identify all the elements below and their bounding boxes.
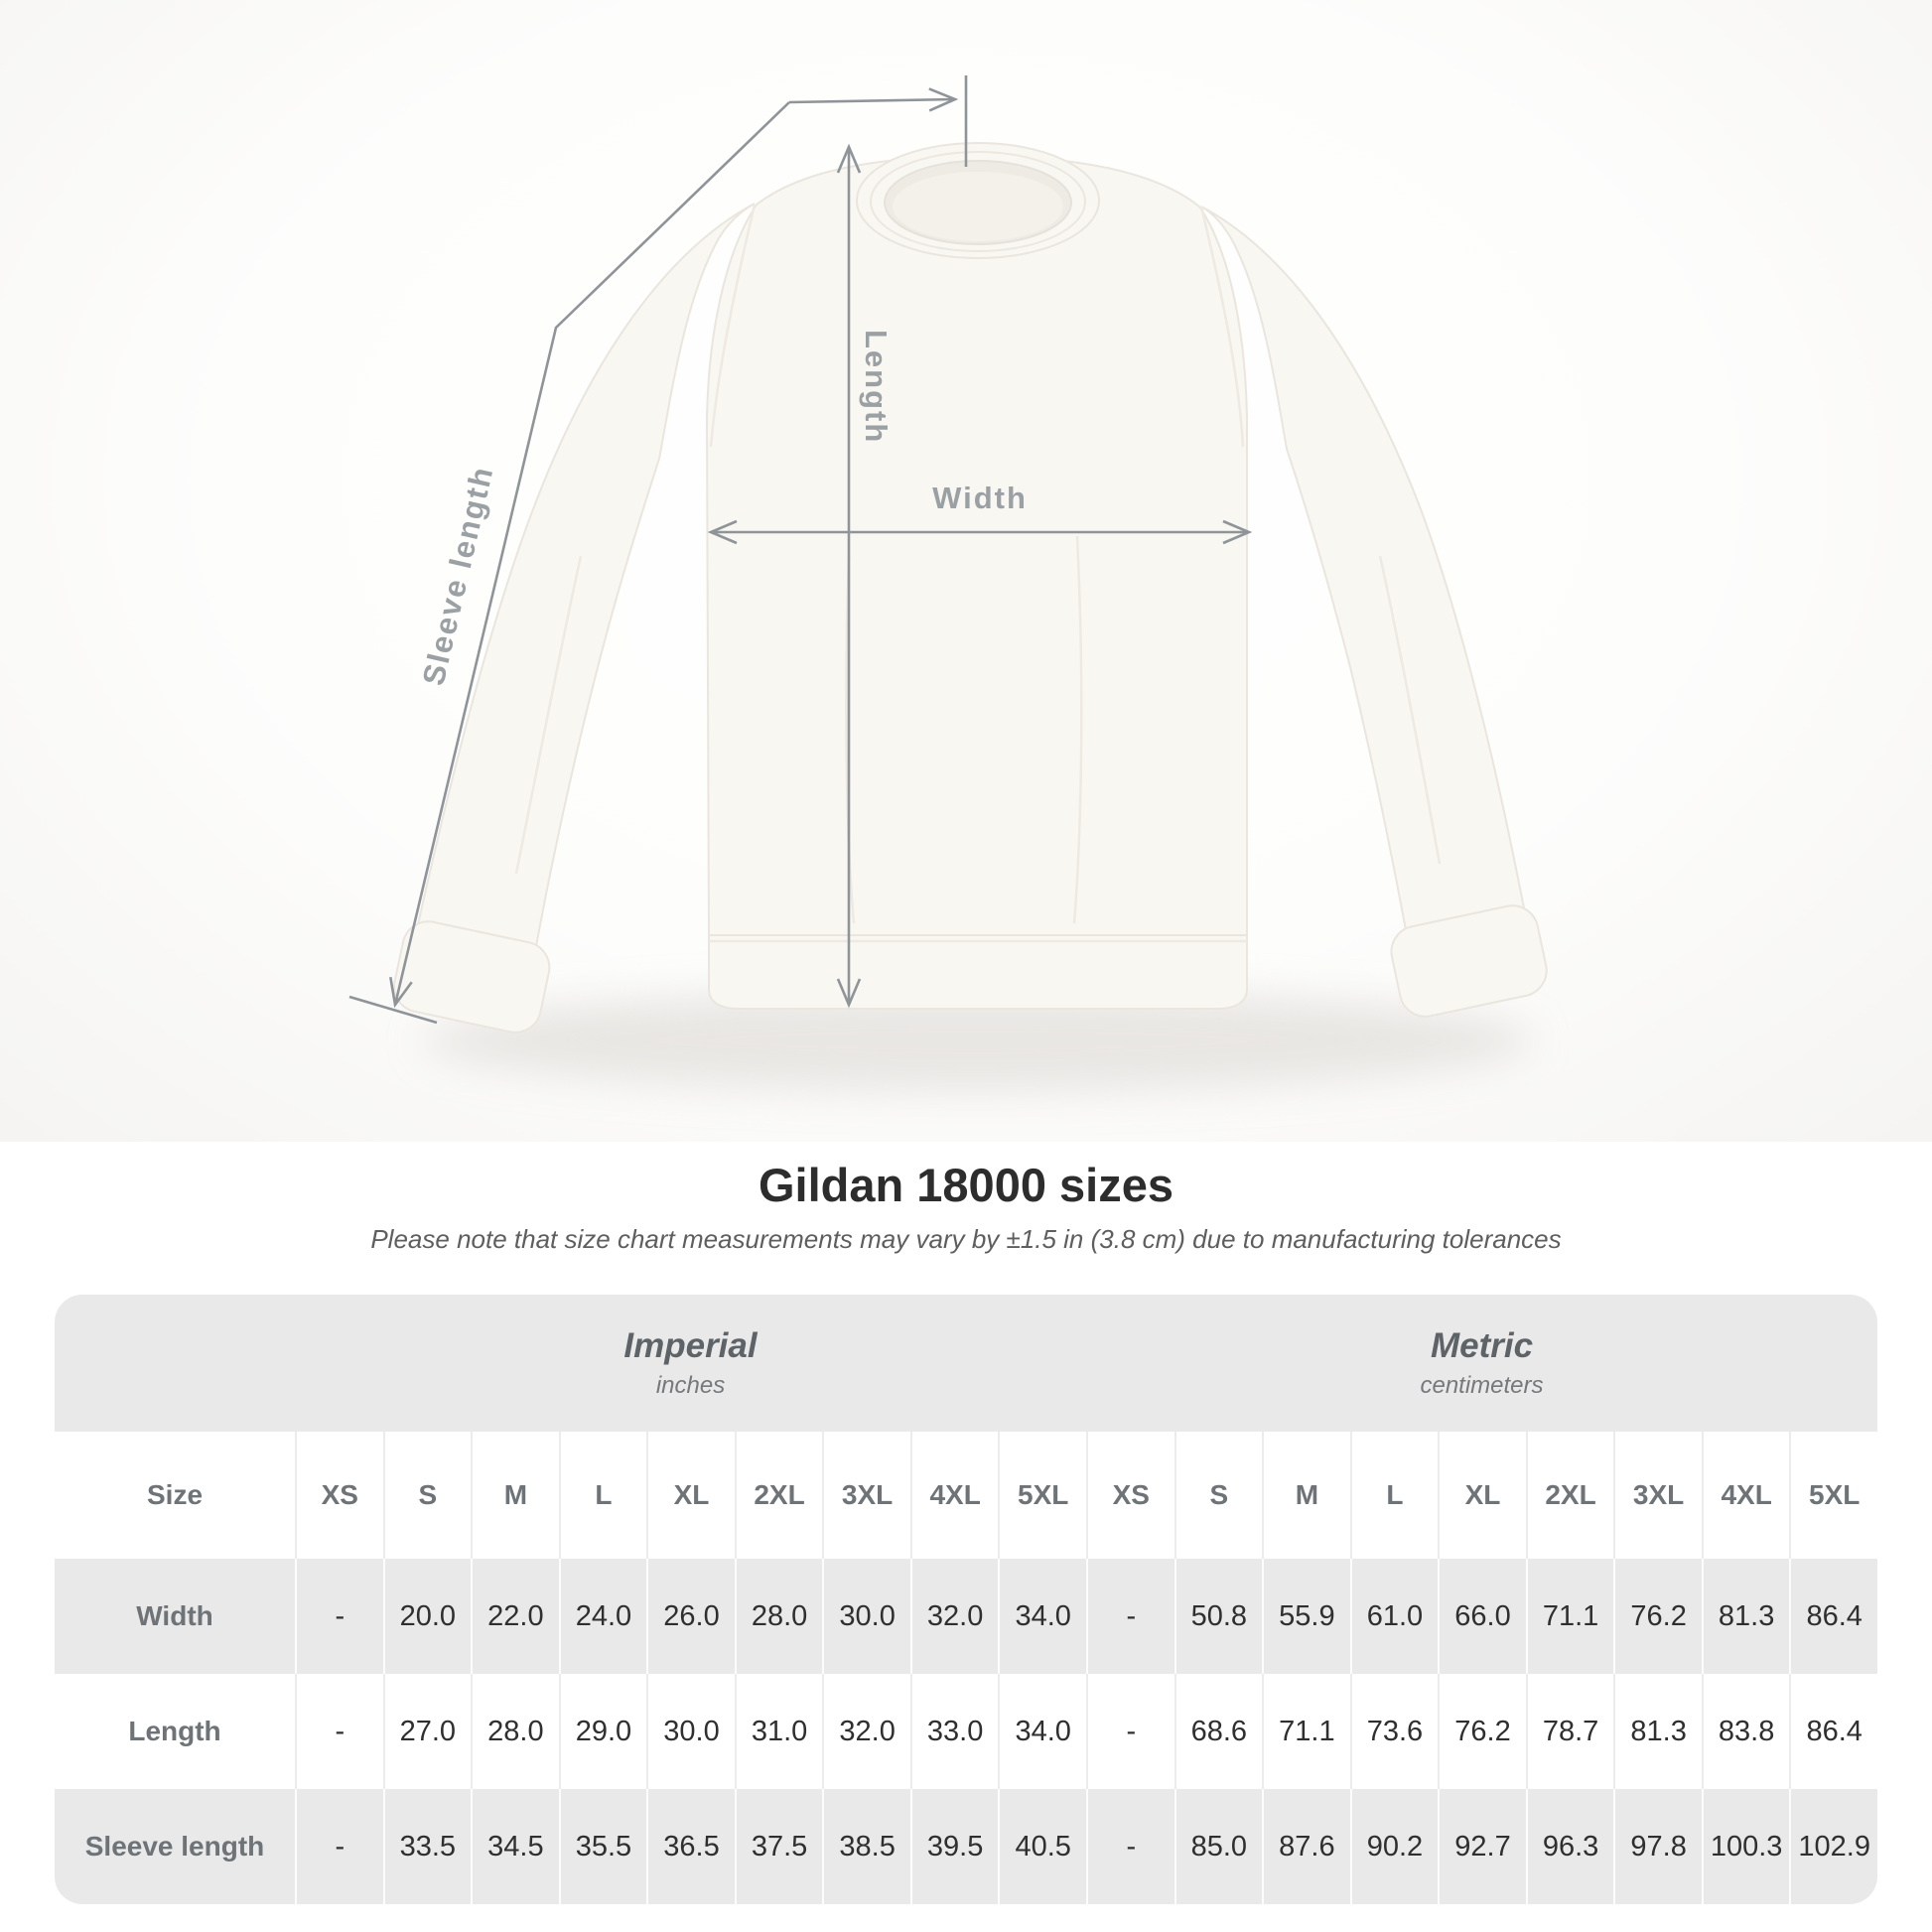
size-col-header-imperial: XS <box>295 1432 383 1559</box>
metric-unit: centimeters <box>1420 1372 1544 1399</box>
measurement-cell-imperial: 22.0 <box>471 1559 559 1674</box>
size-col-header-imperial: XL <box>646 1432 735 1559</box>
measurement-cell-metric: 87.6 <box>1262 1789 1350 1904</box>
measurement-cell-metric: - <box>1086 1559 1174 1674</box>
size-col-header-imperial: 2XL <box>735 1432 823 1559</box>
measurement-cell-imperial: 40.5 <box>998 1789 1086 1904</box>
sleeve-length-label: Sleeve length <box>415 462 500 689</box>
size-col-header-imperial: L <box>559 1432 647 1559</box>
size-col-header-metric: 5XL <box>1789 1432 1877 1559</box>
size-col-header-metric: XL <box>1438 1432 1526 1559</box>
size-col-header-metric: 3XL <box>1613 1432 1702 1559</box>
measurement-cell-metric: 102.9 <box>1789 1789 1877 1904</box>
row-label: Width <box>55 1559 295 1674</box>
size-col-header-metric: M <box>1262 1432 1350 1559</box>
measurement-cell-metric: 68.6 <box>1174 1674 1263 1789</box>
measurement-cell-imperial: 26.0 <box>646 1559 735 1674</box>
unit-header-band <box>55 1295 1877 1432</box>
measurement-cell-imperial: 30.0 <box>646 1674 735 1789</box>
measurement-cell-metric: 76.2 <box>1438 1674 1526 1789</box>
measurement-cell-metric: 100.3 <box>1702 1789 1790 1904</box>
measurement-cell-imperial: 28.0 <box>735 1559 823 1674</box>
size-column-header: Size <box>55 1432 295 1559</box>
measurement-cell-imperial: - <box>295 1559 383 1674</box>
size-col-header-metric: XS <box>1086 1432 1174 1559</box>
measurement-cell-metric: 71.1 <box>1262 1674 1350 1789</box>
length-label: Length <box>859 330 894 445</box>
measurement-cell-imperial: 32.0 <box>822 1674 910 1789</box>
measurement-cell-metric: 86.4 <box>1789 1559 1877 1674</box>
size-col-header-imperial: 5XL <box>998 1432 1086 1559</box>
measurement-cell-imperial: 38.5 <box>822 1789 910 1904</box>
measurement-cell-imperial: 36.5 <box>646 1789 735 1904</box>
size-table <box>55 1295 1877 1904</box>
measurement-cell-metric: 92.7 <box>1438 1789 1526 1904</box>
measurement-cell-imperial: 33.5 <box>383 1789 472 1904</box>
size-col-header-imperial: 4XL <box>910 1432 999 1559</box>
imperial-unit: inches <box>655 1372 726 1399</box>
size-col-header-metric: 4XL <box>1702 1432 1790 1559</box>
row-label: Length <box>55 1674 295 1789</box>
measurement-cell-imperial: 29.0 <box>559 1674 647 1789</box>
band-spacer <box>55 1295 295 1432</box>
measurement-cell-metric: 55.9 <box>1262 1559 1350 1674</box>
measurement-cell-metric: 90.2 <box>1350 1789 1439 1904</box>
imperial-section-header <box>295 1295 1086 1432</box>
measurement-cell-metric: 73.6 <box>1350 1674 1439 1789</box>
width-label: Width <box>932 481 1028 515</box>
measurement-cell-metric: 86.4 <box>1789 1674 1877 1789</box>
measurement-cell-imperial: - <box>295 1789 383 1904</box>
measurement-cell-imperial: 37.5 <box>735 1789 823 1904</box>
measurement-cell-imperial: 30.0 <box>822 1559 910 1674</box>
measurement-cell-imperial: 34.5 <box>471 1789 559 1904</box>
measurement-cell-imperial: 34.0 <box>998 1674 1086 1789</box>
measurement-cell-imperial: 33.0 <box>910 1674 999 1789</box>
measurement-cell-metric: - <box>1086 1674 1174 1789</box>
measurement-cell-metric: 61.0 <box>1350 1559 1439 1674</box>
size-grid <box>55 1432 1877 1904</box>
metric-section-header <box>1086 1295 1877 1432</box>
top-measure-line <box>789 99 955 102</box>
measurement-cell-metric: 71.1 <box>1526 1559 1614 1674</box>
measurement-cell-imperial: 28.0 <box>471 1674 559 1789</box>
measurement-cell-imperial: 35.5 <box>559 1789 647 1904</box>
metric-title: Metric <box>1430 1326 1534 1365</box>
measurement-cell-imperial: - <box>295 1674 383 1789</box>
measurement-cell-imperial: 31.0 <box>735 1674 823 1789</box>
size-col-header-metric: 2XL <box>1526 1432 1614 1559</box>
tolerance-note: Please note that size chart measurements may vary by ±1.5 in (3.8 cm) due to manufacturing tolerances <box>370 1224 1562 1254</box>
measurement-cell-metric: 66.0 <box>1438 1559 1526 1674</box>
size-col-header-metric: L <box>1350 1432 1439 1559</box>
page-title: Gildan 18000 sizes <box>758 1159 1174 1211</box>
measurement-cell-imperial: 20.0 <box>383 1559 472 1674</box>
measurement-cell-metric: 83.8 <box>1702 1674 1790 1789</box>
sweatshirt-illustration <box>389 143 1551 1037</box>
measurement-cell-imperial: 32.0 <box>910 1559 999 1674</box>
measurement-cell-metric: 76.2 <box>1613 1559 1702 1674</box>
measurement-cell-metric: 97.8 <box>1613 1789 1702 1904</box>
measurement-cell-imperial: 39.5 <box>910 1789 999 1904</box>
size-col-header-imperial: 3XL <box>822 1432 910 1559</box>
size-col-header-metric: S <box>1174 1432 1263 1559</box>
size-col-header-imperial: S <box>383 1432 472 1559</box>
measurement-cell-imperial: 27.0 <box>383 1674 472 1789</box>
size-col-header-imperial: M <box>471 1432 559 1559</box>
measurement-cell-metric: 85.0 <box>1174 1789 1263 1904</box>
measurement-cell-metric: - <box>1086 1789 1174 1904</box>
measurement-cell-metric: 81.3 <box>1702 1559 1790 1674</box>
measurement-cell-metric: 81.3 <box>1613 1674 1702 1789</box>
measurement-cell-metric: 50.8 <box>1174 1559 1263 1674</box>
measurement-cell-metric: 78.7 <box>1526 1674 1614 1789</box>
imperial-title: Imperial <box>623 1326 758 1365</box>
measurement-cell-imperial: 24.0 <box>559 1559 647 1674</box>
measurement-cell-metric: 96.3 <box>1526 1789 1614 1904</box>
measurement-cell-imperial: 34.0 <box>998 1559 1086 1674</box>
row-label: Sleeve length <box>55 1789 295 1904</box>
